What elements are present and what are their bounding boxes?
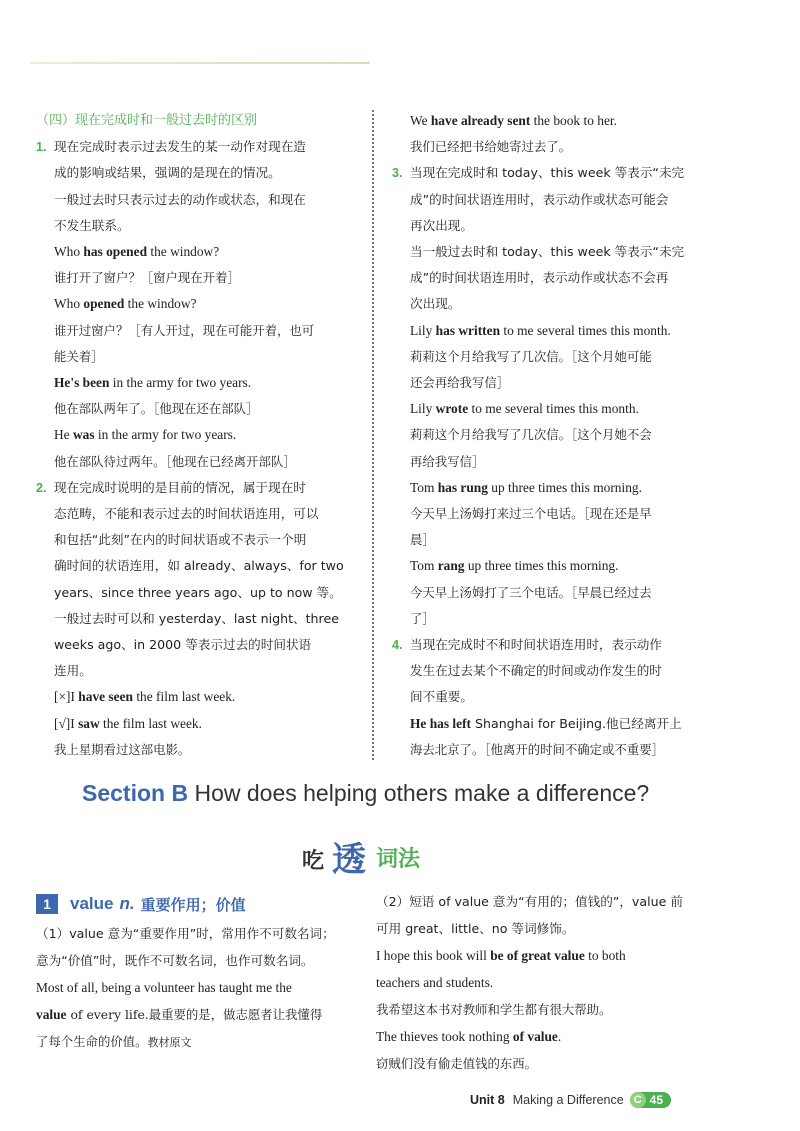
page-number-badge xyxy=(630,1092,671,1108)
vocab-entry-heading xyxy=(36,888,358,920)
example-translation: 今天早上汤姆打了三个电话。［早晨已经过去 xyxy=(410,584,652,600)
example-sentence: Lily wrote to me several times this month. xyxy=(410,401,639,417)
point-1-line-1: 1. 现在完成时表示过去发生的某一动作对现在造 xyxy=(36,134,358,160)
point-number: 2. xyxy=(36,480,47,495)
left-column xyxy=(36,108,358,763)
point-2-line-8: 连用。 xyxy=(54,663,92,679)
top-decorative-rule xyxy=(30,62,370,64)
example-sentence: He has left Shanghai for Beijing.他已经离开上 xyxy=(410,715,682,731)
example-sentence-wrong: [×]I have seen the film last week. xyxy=(54,689,236,705)
example-sentence: Who opened the window? xyxy=(54,296,197,312)
example-translation: 他在部队两年了。［他现在还在部队］ xyxy=(54,401,259,417)
vocab-meaning: 重要作用；价值 xyxy=(140,895,246,914)
example-translation: 了］ xyxy=(410,610,435,626)
subsection-heading: （四）现在完成时和一般过去时的区别 xyxy=(36,113,258,128)
vocab-number-badge: 1 xyxy=(36,894,58,914)
example-sentence: Lily has written to me several times this month. xyxy=(410,322,671,338)
vocab-example-translation: 了每个生命的价值。教材原文 xyxy=(36,1034,192,1049)
point-4-line-2: 发生在过去某个不确定的时间或动作发生的时 xyxy=(410,663,662,679)
point-2-line-4: 确时间的状语连用，如 already、always、for two xyxy=(54,558,344,574)
point-1-line-2: 成的影响或结果，强调的是现在的情况。 xyxy=(54,165,281,181)
vocab-note-line: （1）value 意为“重要作用”时，常用作不可数名词； xyxy=(36,926,335,941)
badge-letter: C xyxy=(630,1092,646,1108)
textbook-source-tag: 教材原文 xyxy=(147,1036,192,1049)
vocab-example-translation: 窃贼们没有偷走值钱的东西。 xyxy=(376,1056,538,1071)
example-sentence: Tom rang up three times this morning. xyxy=(410,558,619,574)
point-number: 3. xyxy=(392,166,403,181)
example-sentence: Who has opened the window? xyxy=(54,244,220,260)
point-2-line-1: 2. 现在完成时说明的是目前的情况，属于现在时 xyxy=(36,475,358,501)
right-column xyxy=(392,108,700,763)
vocab-example: value of every life.最重要的是，做志愿者让我懂得 xyxy=(36,1007,323,1022)
point-1-line-3: 一般过去时只表示过去的动作或状态，和现在 xyxy=(54,191,306,207)
example-translation: 今天早上汤姆打来过三个电话。［现在还是早 xyxy=(410,506,652,522)
example-sentence: We have already sent the book to her. xyxy=(410,113,617,128)
page-footer xyxy=(470,1090,710,1110)
example-translation: 谁开过窗户？［有人开过，现在可能开着，也可 xyxy=(54,322,315,338)
example-translation: 他在部队待过两年。［他现在已经离开部队］ xyxy=(54,453,296,469)
vocab-note-line: （2）短语 of value 意为“有用的；值钱的”，value 前 xyxy=(376,894,683,909)
point-2-line-6: 一般过去时可以和 yesterday、last night、three xyxy=(54,610,339,626)
example-sentence: He's been in the army for two years. xyxy=(54,375,252,391)
example-sentence: Tom has rung up three times this morning. xyxy=(410,479,642,495)
vocab-example: teachers and students. xyxy=(376,975,494,990)
point-number: 4. xyxy=(392,638,403,653)
example-translation: 能关着］ xyxy=(54,348,104,364)
chitou-cifa-logo xyxy=(300,830,500,880)
vocab-word: value xyxy=(70,894,114,913)
section-question: How does helping others make a difference? xyxy=(194,780,650,806)
point-4-line-3: 间不重要。 xyxy=(410,689,473,705)
example-translation: 还会再给我写信］ xyxy=(410,375,510,391)
vocab-note-line: 可用 great、little、no 等词修饰。 xyxy=(376,921,575,936)
example-translation: 我上星期看过这部电影。 xyxy=(54,741,191,757)
vocab-left-column xyxy=(36,888,358,1056)
point-2-line-3: 和包括“此刻”在内的时间状语或不表示一个明 xyxy=(54,532,307,548)
point-3-line-1: 3. 当现在完成时和 today、this week 等表示“未完 xyxy=(392,160,700,186)
wrong-mark: [×] xyxy=(54,689,71,705)
point-number: 1. xyxy=(36,140,47,155)
vocab-pos: n. xyxy=(119,894,135,913)
vocab-example: I hope this book will be of great value to both xyxy=(376,948,626,963)
section-label: Section B xyxy=(82,780,189,806)
unit-title: Making a Difference xyxy=(512,1093,624,1107)
point-3-line-6: 次出现。 xyxy=(410,296,461,312)
point-3-line-5: 成”的时间状语连用时，表示动作或状态不会再 xyxy=(410,270,669,286)
point-3-line-2: 成”的时间状语连用时，表示动作或状态可能会 xyxy=(410,191,669,207)
example-translation: 谁打开了窗户？［窗户现在开着］ xyxy=(54,270,240,286)
vocab-example-translation: 我希望这本书对教师和学生都有很大帮助。 xyxy=(376,1002,612,1017)
logo-char-2: 透 xyxy=(332,840,366,880)
logo-char-1: 吃 xyxy=(302,849,325,874)
example-translation: 再给我写信］ xyxy=(410,453,485,469)
example-translation: 我们已经把书给她寄过去了。 xyxy=(410,139,572,155)
column-divider xyxy=(372,110,374,760)
check-mark: [√] xyxy=(54,715,71,731)
vocab-example: Most of all, being a volunteer has taught me the xyxy=(36,980,292,995)
point-2-line-2: 态范畴，不能和表示过去的时间状语连用，可以 xyxy=(54,506,319,522)
page-number: 45 xyxy=(649,1093,664,1107)
example-sentence: He was in the army for two years. xyxy=(54,427,237,443)
example-translation: 莉莉这个月给我写了几次信。［这个月她可能 xyxy=(410,348,652,364)
point-2-line-5: years、since three years ago、up to now 等。 xyxy=(54,584,342,600)
example-sentence-correct: [√]I saw the film last week. xyxy=(54,715,202,731)
logo-char-3: 词法 xyxy=(376,847,421,872)
point-1-line-4: 不发生联系。 xyxy=(54,217,130,233)
point-3-line-3: 再次出现。 xyxy=(410,217,473,233)
point-2-line-7: weeks ago、in 2000 等表示过去的时间状语 xyxy=(54,637,312,653)
unit-label: Unit 8 xyxy=(470,1093,505,1107)
section-title xyxy=(82,780,722,807)
point-3-line-4: 当一般过去时和 today、this week 等表示“未完 xyxy=(410,244,685,260)
vocab-right-column xyxy=(376,888,696,1077)
example-translation: 海去北京了。［他离开的时间不确定或不重要］ xyxy=(410,741,665,757)
point-4-line-1: 4. 当现在完成时不和时间状语连用时，表示动作 xyxy=(392,632,700,658)
vocab-note-line: 意为“价值”时，既作不可数名词，也作可数名词。 xyxy=(36,953,314,968)
vocab-example: The thieves took nothing of value. xyxy=(376,1029,562,1044)
example-translation: 晨］ xyxy=(410,532,435,548)
example-translation: 莉莉这个月给我写了几次信。［这个月她不会 xyxy=(410,427,652,443)
